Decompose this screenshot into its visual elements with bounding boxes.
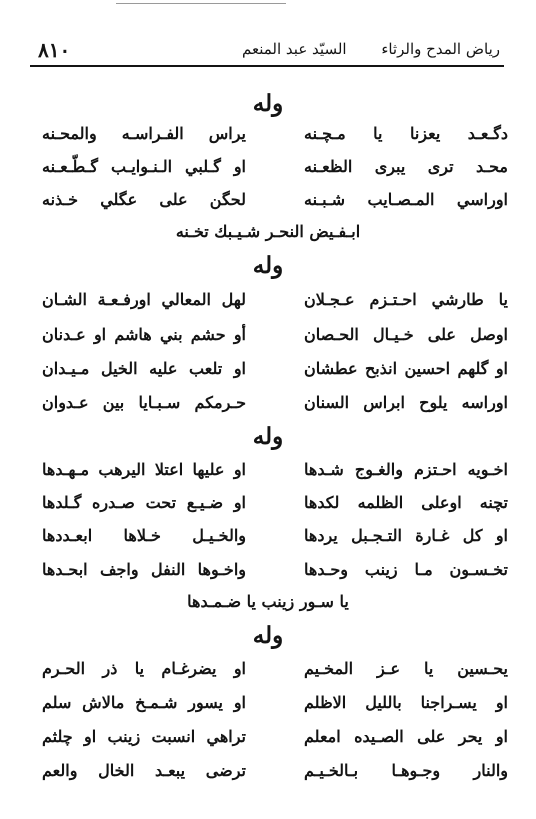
verse-left: ترضى يبعـد الخال والعم <box>42 761 246 780</box>
verse-left: تراهي انسبت زينب او چلثم <box>42 727 246 746</box>
verse-left: لهل المعالي اورفـعـة الشـان <box>42 290 246 309</box>
poem-heading: وله <box>252 423 284 450</box>
poem-heading: وله <box>252 252 284 279</box>
verse-left: او ضـيـع تحت صـدره گـلدها <box>42 493 246 512</box>
verse-left: والخـيـل خـلاها ابعـددها <box>42 526 246 545</box>
verse-right: او يحر على الصـيده امعلم <box>304 727 508 746</box>
verse-right: يحـسين يا عـز المخـيم <box>304 659 508 678</box>
verse-right: اخـويه احـتزم والغـوج شـدها <box>304 460 508 479</box>
header-rule <box>30 65 504 67</box>
poem-heading: وله <box>252 622 284 649</box>
verse-right: اوصل على خـيـال الحـصان <box>304 325 508 344</box>
verse-right: او گلهم احسين انذبح عطشان <box>304 359 508 378</box>
verse-left: او عليها اعتلا اليرهب مـهـدها <box>42 460 246 479</box>
verse-right: تخـسـون مـا زينب وحـدها <box>304 560 508 579</box>
page-number: ٨١٠ <box>38 38 71 62</box>
verse-right: او كل غـارة التـجـبل يردها <box>304 526 508 545</box>
verse-left: أو حشم بني هاشم او عـدنان <box>42 325 246 344</box>
closing-verse: ابـفـيض النحـر شـيـبك تخـنه <box>175 222 361 241</box>
verse-left: يراس الفـراسـه والمحـنه <box>42 124 246 143</box>
verse-right: محـد ترى يبرى الظعـنه <box>304 157 508 176</box>
poem-heading: وله <box>252 90 284 117</box>
top-edge-rule <box>116 3 286 4</box>
verse-right: اوراسي المـصـايب شـبـنه <box>304 190 508 209</box>
verse-left: حـرمكم سـبـايا بين عـدوان <box>42 393 246 412</box>
verse-right: دگـعـد يعزنا يا مـچـنه <box>304 124 508 143</box>
running-book-title: رياض المدح والرثاء <box>381 40 500 58</box>
verse-right: تچنه اوعلى الظلمه لكدها <box>304 493 508 512</box>
verse-left: او يسور شـمـخ مالاش سلم <box>42 693 246 712</box>
verse-right: يا طارشي احـتـزم عـجـلان <box>304 290 508 309</box>
verse-left: او يضرغـام يا ذر الحـرم <box>42 659 246 678</box>
verse-right: اوراسه يلوح ابراس السنان <box>304 393 508 412</box>
verse-right: والنار وجـوهـا بـالخـيـم <box>304 761 508 780</box>
verse-left: او تلعب عليه الخيل مـيـدان <box>42 359 246 378</box>
verse-right: او يسـراجنا بالليل الاظلم <box>304 693 508 712</box>
verse-left: واخـوها النفل واجف ابحـدها <box>42 560 246 579</box>
running-author: السيّد عبد المنعم <box>242 40 347 58</box>
verse-left: او گـلبي الـنـوايـب گـطّـعـنه <box>42 157 246 176</box>
verse-left: لحگن على عگلي خـذنه <box>42 190 246 209</box>
page-header <box>30 40 500 66</box>
closing-verse: يا سـور زينب يا ضـمـدها <box>187 592 349 611</box>
